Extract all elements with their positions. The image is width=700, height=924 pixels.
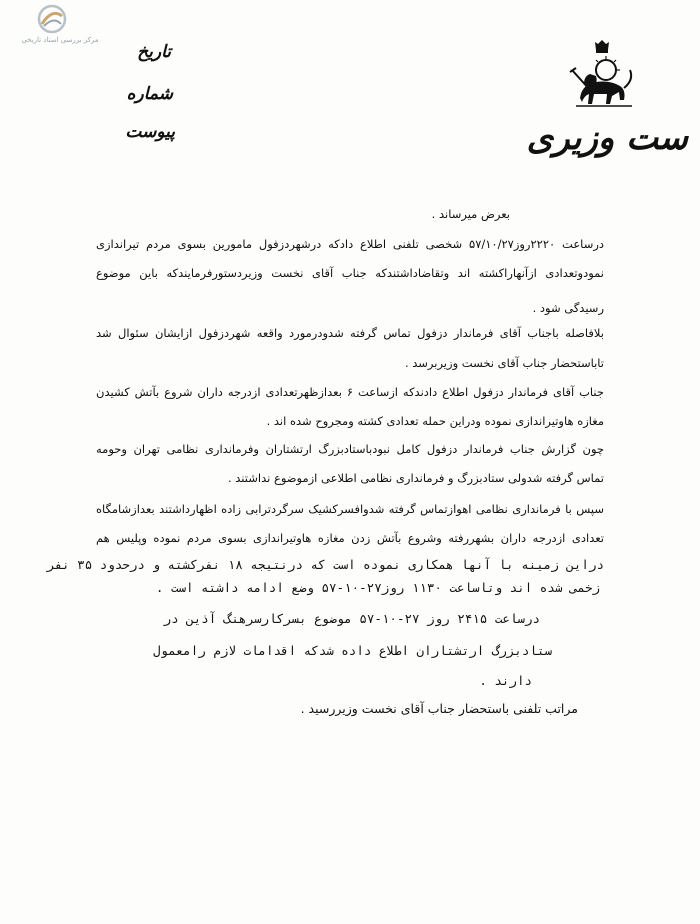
body-line: سپس با فرمانداری نظامی اهوازتماس گرفته شدوافسرکشیک سرگردترابی زاده اظهارداشتند بعدازشامگاه — [96, 502, 604, 516]
body-line: جناب آقای فرماندار دزفول اطلاع دادندکه ازساعت ۶ بعدازظهرتعدادی ازدرجه داران شروع بآتش کشیدن — [96, 385, 604, 399]
archive-logo-icon — [34, 4, 70, 34]
ministry-title: ست وزیری — [526, 118, 688, 158]
date-label: تاریخ — [137, 42, 171, 62]
body-line: تاباستحضار جناب آقای نخست وزیربرسد . — [404, 356, 604, 370]
typed-line: درساعت ۲۴۱۵ روز ۲۷-۱۰-۵۷ موضوع بسرکارسرهنگ آذین در — [163, 611, 540, 626]
salutation: بعرض میرساند . — [431, 207, 510, 221]
typed-line: دراین زمینه با آنها همکاری نموده است که درنتیجه ۱۸ نفرکشته و درحدود ۳۵ نفر — [47, 557, 604, 572]
closing-line: مراتب تلفنی باستحضار جناب آقای نخست وزیررسید . — [300, 701, 578, 716]
body-line: بلافاصله باجناب آقای فرماندار دزفول تماس گرفته شدودرمورد واقعه شهردزفول ازایشان سئوال شد — [96, 326, 604, 340]
typed-line: دارند . — [479, 673, 532, 688]
lion-and-sun-emblem-icon — [562, 40, 642, 112]
watermark-text: مرکز بررسی اسناد تاریخی — [21, 36, 99, 44]
archive-watermark — [6, 4, 116, 54]
attachment-label: پیوست — [125, 122, 175, 142]
body-line: مغازه هاوتیراندازی نموده ودراین حمله تعدادی کشته ومجروح شده اند . — [266, 414, 604, 428]
body-line: تماس گرفته شدولی ستادبزرگ و فرمانداری نظامی اطلاعی ازموضوع نداشتند . — [227, 471, 604, 485]
body-line: تعدادی ازدرجه داران بشهررفته وشروع بآتش زدن مغازه هاوتیراندازی بسوی مردم نموده وپلیس هم — [96, 531, 604, 545]
body-line: درساعت ۲۲۲۰روز۵۷/۱۰/۲۷ شخصی تلفنی اطلاع دادکه درشهردزفول مامورین بسوی مردم تیراندازی — [96, 237, 605, 251]
typed-line: زخمی شده اند وتاساعت ۱۱۳۰ روز۲۷-۱۰-۵۷ وضع ادامه داشته است . — [155, 580, 600, 595]
body-line: نمودوتعدادی ازآنهاراکشته اند وتقاضاداشتندکه جناب آقای نخست وزیردستورفرمایندکه باین موضوع — [96, 266, 604, 280]
typed-line: ستادبزرگ ارتشتاران اطلاع داده شدکه اقدامات لازم رامعمول — [153, 643, 552, 658]
body-line: رسیدگی شود . — [532, 301, 604, 315]
body-line: چون گزارش جناب فرماندار دزفول کامل نبودباستادبزرگ ارتشتاران وفرمانداری نظامی تهران وحومه — [96, 442, 604, 456]
number-label: شماره — [126, 84, 173, 104]
